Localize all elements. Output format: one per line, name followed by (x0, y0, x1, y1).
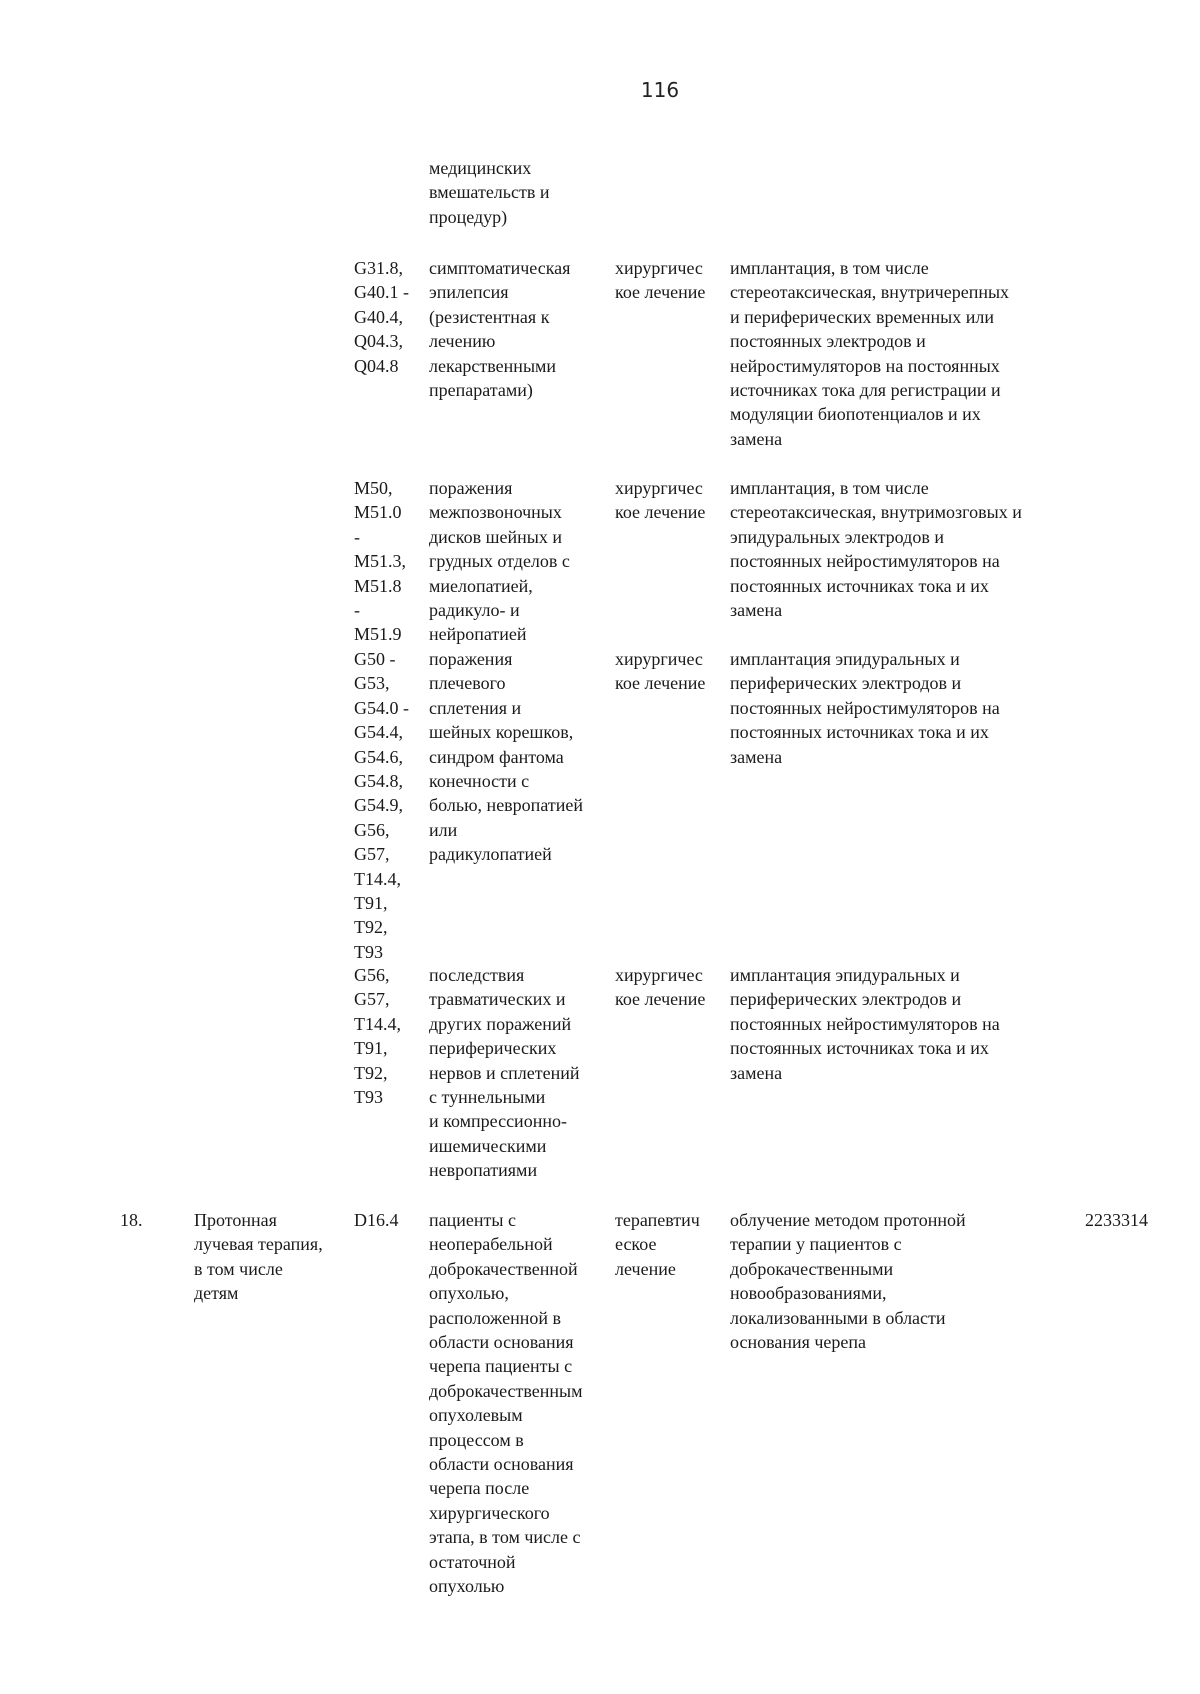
treatment-type: хирургичес кое лечение (615, 258, 706, 303)
patient-model: последствия травматических и других поражений периферических нервов и сплетений с туннельными и компрессионно- ишемическими невропатиями (429, 965, 580, 1181)
financial-norm: 2233314 (1085, 1210, 1148, 1230)
diagnosis-codes: D16.4 (354, 1210, 399, 1230)
treatment-type: хирургичес кое лечение (615, 649, 706, 694)
page-number: 116 (640, 78, 680, 102)
treatment-method: имплантация, в том числе стереотаксическая, внутримозговых и эпидуральных электродов и постоянных нейростимуляторов на постоянных источниках тока и их замена (730, 478, 1022, 621)
patient-model: симптоматическая эпилепсия (резистентная к лечению лекарственными препаратами) (429, 258, 571, 401)
treatment-method: имплантация, в том числе стереотаксическая, внутричерепных и периферических временных или постоянных электродов и нейростимуляторов на постоянных источниках тока для регистрации и модуляции биопотенциалов и их замена (730, 258, 1010, 449)
diagnosis-codes: M50, M51.0 - M51.3, M51.8 - M51.9 (354, 478, 407, 645)
care-type-name: Протонная лучевая терапия, в том числе детям (194, 1210, 323, 1304)
treatment-type: хирургичес кое лечение (615, 478, 706, 523)
patient-model: поражения плечевого сплетения и шейных корешков, синдром фантома конечности с болью, невропатией или радикулопатией (429, 649, 583, 865)
row-number: 18. (120, 1210, 143, 1230)
continuation-model-text: медицинских вмешательств и процедур) (429, 158, 550, 227)
treatment-method: имплантация эпидуральных и периферических электродов и постоянных нейростимуляторов на постоянных источниках тока и их замена (730, 649, 1000, 767)
treatment-method: имплантация эпидуральных и периферических электродов и постоянных нейростимуляторов на постоянных источниках тока и их замена (730, 965, 1000, 1083)
diagnosis-codes: G31.8, G40.1 - G40.4, Q04.3, Q04.8 (354, 258, 409, 376)
diagnosis-codes: G56, G57, T14.4, T91, T92, T93 (354, 965, 401, 1108)
treatment-type: хирургичес кое лечение (615, 965, 706, 1010)
treatment-type: терапевтич еское лечение (615, 1210, 700, 1279)
diagnosis-codes: G50 - G53, G54.0 - G54.4, G54.6, G54.8, G54.9, G56, G57, T14.4, T91, T92, T93 (354, 649, 409, 962)
patient-model: поражения межпозвоночных дисков шейных и грудных отделов с миелопатией, радикуло- и нейропатией (429, 478, 570, 645)
treatment-method: облучение методом протонной терапии у пациентов с доброкачественными новообразованиями, локализованными в области основания черепа (730, 1210, 966, 1353)
patient-model: пациенты с неоперабельной доброкачественной опухолью, расположенной в области основания черепа пациенты с доброкачественным опухолевым процессом в области основания черепа после хирургического этапа, в том числе с остаточной опухолью (429, 1210, 583, 1597)
